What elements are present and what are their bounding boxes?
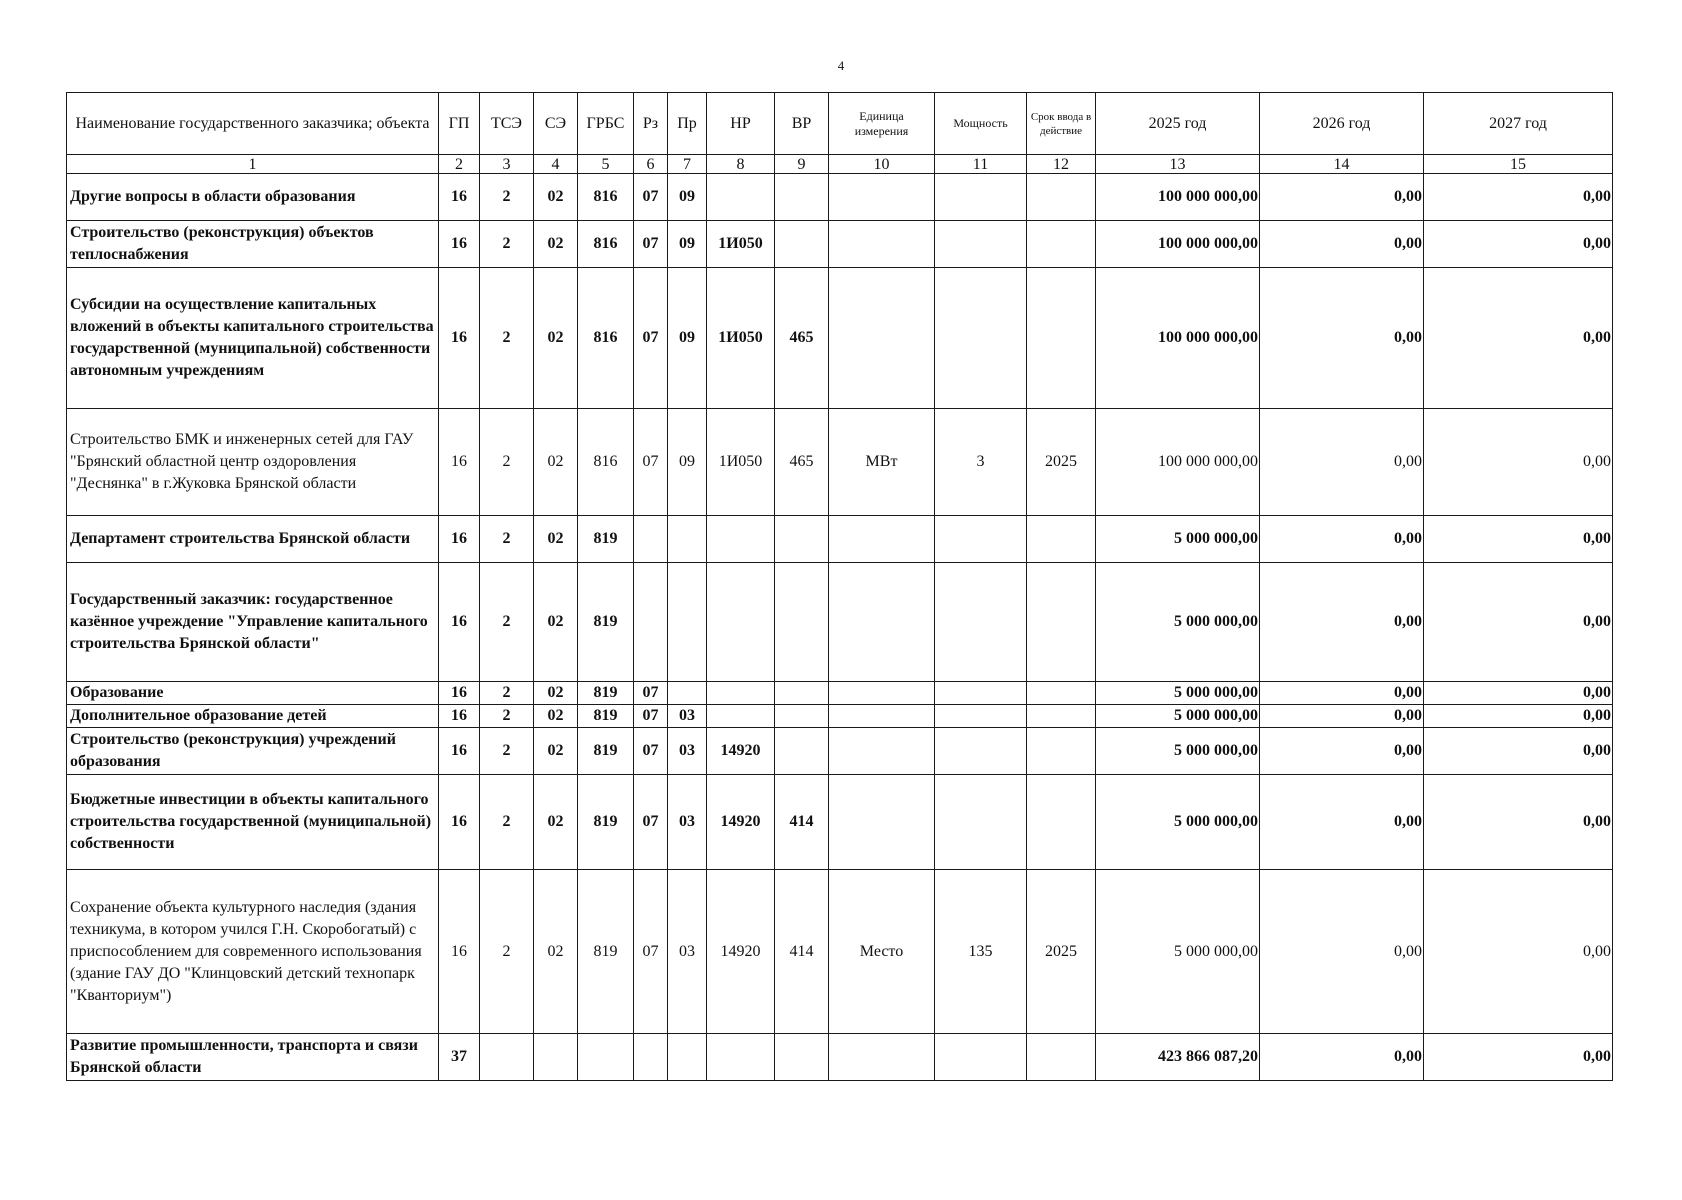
cell-unit (829, 221, 935, 268)
cell-pr: 09 (668, 174, 707, 221)
cell-capacity (935, 775, 1027, 870)
cell-tse: 2 (480, 563, 534, 682)
cell-grbs: 819 (578, 682, 634, 705)
table-row (67, 174, 1613, 221)
column-number-row (67, 155, 1613, 174)
cell-2025: 100 000 000,00 (1096, 268, 1260, 409)
cell-pr: 03 (668, 870, 707, 1034)
page-number: 4 (837, 58, 845, 73)
cell-nr: 14920 (707, 775, 775, 870)
table-row (67, 563, 1613, 682)
cell-vr (775, 682, 829, 705)
cell-commission (1027, 728, 1096, 775)
table-row (67, 221, 1613, 268)
cell-se: 02 (534, 563, 578, 682)
cell-pr: 03 (668, 775, 707, 870)
header-2025: 2025 год (1096, 93, 1260, 155)
cell-rz: 07 (634, 221, 668, 268)
header-2026: 2026 год (1260, 93, 1424, 155)
table-row (67, 409, 1613, 516)
cell-se: 02 (534, 516, 578, 563)
cell-gp: 16 (439, 174, 480, 221)
cell-nr (707, 705, 775, 728)
cell-tse: 2 (480, 682, 534, 705)
cell-capacity (935, 221, 1027, 268)
cell-2026: 0,00 (1260, 409, 1424, 516)
cell-vr: 414 (775, 870, 829, 1034)
cell-capacity (935, 705, 1027, 728)
cell-2025: 5 000 000,00 (1096, 682, 1260, 705)
cell-unit: Место (829, 870, 935, 1034)
cell-se (534, 1034, 578, 1081)
header-rz: Рз (634, 93, 668, 155)
cell-se: 02 (534, 221, 578, 268)
cell-2026: 0,00 (1260, 870, 1424, 1034)
cell-unit (829, 775, 935, 870)
cell-tse: 2 (480, 174, 534, 221)
cell-pr (668, 682, 707, 705)
cell-unit: МВт (829, 409, 935, 516)
cell-tse (480, 1034, 534, 1081)
cell-commission (1027, 516, 1096, 563)
cell-vr: 414 (775, 775, 829, 870)
cell-capacity (935, 682, 1027, 705)
column-number: 7 (668, 155, 707, 174)
cell-unit (829, 728, 935, 775)
table-row (67, 516, 1613, 563)
cell-pr: 09 (668, 268, 707, 409)
cell-nr: 14920 (707, 728, 775, 775)
budget-table (66, 92, 1613, 1081)
cell-vr: 465 (775, 409, 829, 516)
header-commission: Срок ввода в действие (1027, 93, 1096, 155)
header-gp: ГП (439, 93, 480, 155)
cell-grbs: 819 (578, 728, 634, 775)
cell-tse: 2 (480, 870, 534, 1034)
column-number: 4 (534, 155, 578, 174)
cell-nr (707, 516, 775, 563)
cell-grbs: 819 (578, 775, 634, 870)
cell-capacity: 135 (935, 870, 1027, 1034)
cell-gp: 16 (439, 728, 480, 775)
cell-2027: 0,00 (1424, 409, 1613, 516)
row-name: Бюджетные инвестиции в объекты капитального строительства государственной (муниципальной) собственности (67, 775, 439, 870)
cell-nr: 1И050 (707, 221, 775, 268)
cell-commission (1027, 174, 1096, 221)
cell-grbs (578, 1034, 634, 1081)
cell-vr (775, 705, 829, 728)
cell-commission (1027, 268, 1096, 409)
cell-gp: 16 (439, 563, 480, 682)
cell-capacity (935, 728, 1027, 775)
cell-unit (829, 174, 935, 221)
cell-se: 02 (534, 870, 578, 1034)
column-number: 11 (935, 155, 1027, 174)
table-row (67, 728, 1613, 775)
cell-rz (634, 1034, 668, 1081)
cell-se: 02 (534, 174, 578, 221)
table-row (67, 705, 1613, 728)
column-number: 9 (775, 155, 829, 174)
cell-2025: 5 000 000,00 (1096, 563, 1260, 682)
cell-gp: 16 (439, 775, 480, 870)
cell-grbs: 816 (578, 174, 634, 221)
cell-unit (829, 682, 935, 705)
cell-2025: 5 000 000,00 (1096, 870, 1260, 1034)
table-row (67, 775, 1613, 870)
header-unit: Единица измерения (829, 93, 935, 155)
cell-commission (1027, 775, 1096, 870)
cell-capacity (935, 516, 1027, 563)
table-row (67, 268, 1613, 409)
header-tse: ТСЭ (480, 93, 534, 155)
cell-grbs: 816 (578, 409, 634, 516)
header-nr: НР (707, 93, 775, 155)
cell-grbs: 816 (578, 268, 634, 409)
cell-2027: 0,00 (1424, 1034, 1613, 1081)
header-row (67, 93, 1613, 155)
header-vr: ВР (775, 93, 829, 155)
cell-2025: 100 000 000,00 (1096, 221, 1260, 268)
row-name: Департамент строительства Брянской области (67, 516, 439, 563)
cell-2026: 0,00 (1260, 174, 1424, 221)
cell-grbs: 816 (578, 221, 634, 268)
cell-nr (707, 682, 775, 705)
cell-se: 02 (534, 705, 578, 728)
row-name: Сохранение объекта культурного наследия (здания техникума, в котором учился Г.Н. Скоробогатый) с приспособлением для современного использования (здание ГАУ ДО "Клинцовский детский технопарк "Кванториум") (67, 870, 439, 1034)
cell-gp: 16 (439, 516, 480, 563)
header-capacity: Мощность (935, 93, 1027, 155)
row-name: Образование (67, 682, 439, 705)
cell-rz: 07 (634, 174, 668, 221)
row-name: Другие вопросы в области образования (67, 174, 439, 221)
cell-commission: 2025 (1027, 409, 1096, 516)
cell-capacity (935, 1034, 1027, 1081)
cell-gp: 16 (439, 705, 480, 728)
cell-rz (634, 516, 668, 563)
cell-capacity (935, 268, 1027, 409)
cell-gp: 16 (439, 268, 480, 409)
cell-pr: 03 (668, 728, 707, 775)
cell-2027: 0,00 (1424, 682, 1613, 705)
cell-capacity (935, 563, 1027, 682)
column-number: 2 (439, 155, 480, 174)
cell-2026: 0,00 (1260, 1034, 1424, 1081)
cell-vr (775, 516, 829, 563)
header-se: СЭ (534, 93, 578, 155)
cell-nr: 14920 (707, 870, 775, 1034)
row-name: Субсидии на осуществление капитальных вложений в объекты капитального строительства государственной (муниципальной) собственности автономным учреждениям (67, 268, 439, 409)
cell-2026: 0,00 (1260, 563, 1424, 682)
cell-commission (1027, 1034, 1096, 1081)
row-name: Строительство БМК и инженерных сетей для ГАУ "Брянский областной центр оздоровления "Деснянка" в г.Жуковка Брянской области (67, 409, 439, 516)
cell-2026: 0,00 (1260, 705, 1424, 728)
table-row (67, 682, 1613, 705)
cell-2027: 0,00 (1424, 174, 1613, 221)
cell-se: 02 (534, 682, 578, 705)
cell-commission (1027, 705, 1096, 728)
cell-rz: 07 (634, 682, 668, 705)
cell-grbs: 819 (578, 705, 634, 728)
cell-se: 02 (534, 728, 578, 775)
cell-vr (775, 174, 829, 221)
cell-commission (1027, 221, 1096, 268)
cell-gp: 37 (439, 1034, 480, 1081)
cell-2027: 0,00 (1424, 705, 1613, 728)
cell-tse: 2 (480, 409, 534, 516)
cell-vr (775, 221, 829, 268)
cell-rz: 07 (634, 728, 668, 775)
column-number: 1 (67, 155, 439, 174)
column-number: 5 (578, 155, 634, 174)
header-grbs: ГРБС (578, 93, 634, 155)
cell-rz (634, 563, 668, 682)
header-name: Наименование государственного заказчика; объекта (67, 93, 439, 155)
cell-vr (775, 1034, 829, 1081)
cell-commission (1027, 563, 1096, 682)
cell-tse: 2 (480, 775, 534, 870)
cell-tse: 2 (480, 221, 534, 268)
cell-2027: 0,00 (1424, 728, 1613, 775)
column-number: 3 (480, 155, 534, 174)
cell-rz: 07 (634, 870, 668, 1034)
cell-capacity (935, 174, 1027, 221)
cell-2026: 0,00 (1260, 728, 1424, 775)
cell-nr: 1И050 (707, 409, 775, 516)
cell-2027: 0,00 (1424, 516, 1613, 563)
cell-unit (829, 705, 935, 728)
cell-unit (829, 268, 935, 409)
cell-commission: 2025 (1027, 870, 1096, 1034)
row-name: Развитие промышленности, транспорта и связи Брянской области (67, 1034, 439, 1081)
cell-nr (707, 1034, 775, 1081)
cell-gp: 16 (439, 409, 480, 516)
cell-2026: 0,00 (1260, 775, 1424, 870)
cell-pr (668, 516, 707, 563)
cell-2025: 423 866 087,20 (1096, 1034, 1260, 1081)
row-name: Строительство (реконструкция) учреждений образования (67, 728, 439, 775)
cell-gp: 16 (439, 870, 480, 1034)
column-number: 12 (1027, 155, 1096, 174)
row-name: Дополнительное образование детей (67, 705, 439, 728)
cell-unit (829, 563, 935, 682)
cell-pr: 09 (668, 221, 707, 268)
cell-2025: 5 000 000,00 (1096, 728, 1260, 775)
cell-vr (775, 728, 829, 775)
row-name: Строительство (реконструкция) объектов теплоснабжения (67, 221, 439, 268)
cell-2027: 0,00 (1424, 268, 1613, 409)
cell-2025: 5 000 000,00 (1096, 516, 1260, 563)
cell-grbs: 819 (578, 516, 634, 563)
cell-2025: 5 000 000,00 (1096, 705, 1260, 728)
cell-pr (668, 1034, 707, 1081)
cell-vr (775, 563, 829, 682)
cell-2027: 0,00 (1424, 870, 1613, 1034)
cell-gp: 16 (439, 682, 480, 705)
cell-grbs: 819 (578, 563, 634, 682)
cell-nr (707, 174, 775, 221)
cell-unit (829, 1034, 935, 1081)
cell-2027: 0,00 (1424, 563, 1613, 682)
cell-se: 02 (534, 409, 578, 516)
column-number: 8 (707, 155, 775, 174)
column-number: 10 (829, 155, 935, 174)
cell-vr: 465 (775, 268, 829, 409)
cell-se: 02 (534, 775, 578, 870)
cell-unit (829, 516, 935, 563)
cell-2026: 0,00 (1260, 221, 1424, 268)
cell-2027: 0,00 (1424, 221, 1613, 268)
cell-tse: 2 (480, 268, 534, 409)
cell-2025: 100 000 000,00 (1096, 174, 1260, 221)
cell-capacity: 3 (935, 409, 1027, 516)
cell-2025: 5 000 000,00 (1096, 775, 1260, 870)
cell-nr (707, 563, 775, 682)
header-pr: Пр (668, 93, 707, 155)
cell-pr (668, 563, 707, 682)
cell-tse: 2 (480, 705, 534, 728)
cell-rz: 07 (634, 775, 668, 870)
row-name: Государственный заказчик: государственное казённое учреждение "Управление капитального строительства Брянской области" (67, 563, 439, 682)
cell-rz: 07 (634, 409, 668, 516)
cell-2025: 100 000 000,00 (1096, 409, 1260, 516)
header-2027: 2027 год (1424, 93, 1613, 155)
cell-2026: 0,00 (1260, 516, 1424, 563)
cell-2026: 0,00 (1260, 268, 1424, 409)
cell-pr: 09 (668, 409, 707, 516)
column-number: 13 (1096, 155, 1260, 174)
cell-se: 02 (534, 268, 578, 409)
table-row (67, 1034, 1613, 1081)
cell-2026: 0,00 (1260, 682, 1424, 705)
cell-nr: 1И050 (707, 268, 775, 409)
cell-commission (1027, 682, 1096, 705)
cell-gp: 16 (439, 221, 480, 268)
cell-grbs: 819 (578, 870, 634, 1034)
cell-2027: 0,00 (1424, 775, 1613, 870)
cell-tse: 2 (480, 516, 534, 563)
column-number: 6 (634, 155, 668, 174)
column-number: 15 (1424, 155, 1613, 174)
cell-tse: 2 (480, 728, 534, 775)
cell-pr: 03 (668, 705, 707, 728)
table-row (67, 870, 1613, 1034)
column-number: 14 (1260, 155, 1424, 174)
cell-rz: 07 (634, 705, 668, 728)
cell-rz: 07 (634, 268, 668, 409)
